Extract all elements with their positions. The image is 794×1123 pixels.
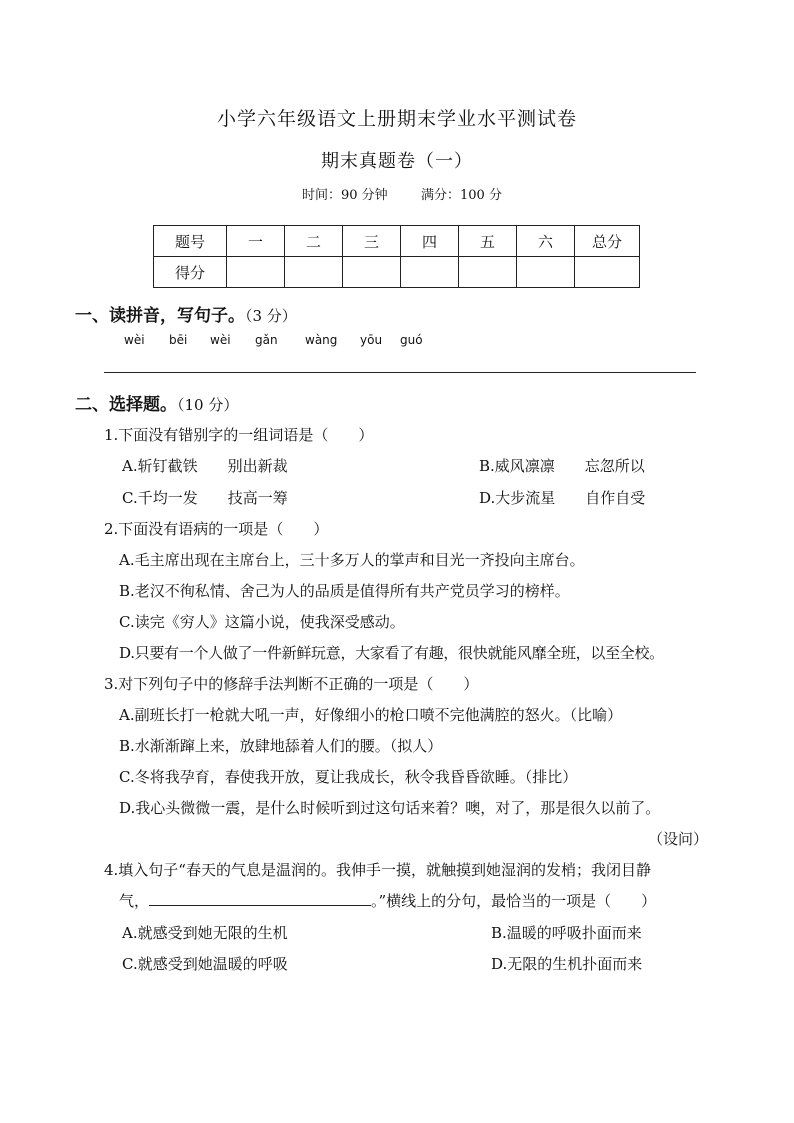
score-input-cell[interactable]: [285, 257, 343, 288]
question-stem: 2.下面没有语病的一项是（ ）: [104, 520, 329, 538]
score-input-cell[interactable]: [343, 257, 401, 288]
pinyin-syllable: yōu: [360, 333, 383, 347]
pinyin-syllable: guó: [400, 333, 423, 347]
score-table-cell: 一: [227, 226, 285, 257]
pinyin-syllable: wàng: [305, 333, 338, 347]
option-b[interactable]: B.威风凛凛 忘忽所以: [479, 457, 645, 475]
page-subtitle: 期末真题卷（一）: [321, 151, 473, 172]
score-table-score-row: [154, 257, 640, 288]
section-heading: [75, 301, 297, 326]
score-input-cell[interactable]: [227, 257, 285, 288]
score-table-cell: 二: [285, 226, 343, 257]
pinyin-syllable: wèi: [210, 333, 231, 347]
score-table-cell: 四: [401, 226, 459, 257]
score-table: [153, 225, 640, 288]
section-heading: [75, 390, 238, 415]
option-d[interactable]: D.大步流星 自作自受: [479, 489, 646, 507]
section-2-title: 二、选择题。: [75, 395, 177, 415]
option-d[interactable]: D.无限的生机扑面而来: [491, 955, 643, 973]
option-c[interactable]: C.冬将我孕育，春使我开放，夏让我成长，秋令我昏昏欲睡。（排比）: [119, 768, 578, 786]
option-a[interactable]: A.副班长打一枪就大吼一声，好像细小的枪口喷不完他满腔的怒火。（比喻）: [119, 706, 623, 724]
score-table-cell: 六: [517, 226, 575, 257]
fill-in-blank[interactable]: [149, 891, 371, 906]
option-a[interactable]: A.斩钉截铁 别出新裁: [122, 457, 288, 475]
option-a[interactable]: A.毛主席出现在主席台上，三十多万人的掌声和目光一齐投向主席台。: [119, 551, 585, 569]
option-d[interactable]: D.我心头微微一震，是什么时候听到过这句话来着？噢，对了，那是很久以前了。: [119, 799, 661, 817]
score-input-cell[interactable]: [517, 257, 575, 288]
exam-time: 时间：90 分钟: [302, 188, 388, 203]
option-b[interactable]: B.温暖的呼吸扑面而来: [491, 924, 642, 942]
question-stem: 3.对下列句子中的修辞手法判断不正确的一项是（ ）: [104, 675, 479, 693]
page-title: 小学六年级语文上册期末学业水平测试卷: [216, 108, 577, 130]
stem-suffix: 。”横线上的分句，最恰当的一项是（ ）: [371, 892, 657, 910]
exam-full-score: 满分：100 分: [421, 188, 502, 203]
option-c[interactable]: C.千均一发 技高一筹: [122, 489, 288, 507]
option-d-annotation: （设问）: [648, 830, 709, 848]
section-1-title: 一、读拼音，写句子。: [75, 306, 245, 326]
score-input-cell[interactable]: [459, 257, 517, 288]
question-stem: 1.下面没有错别字的一组词语是（ ）: [104, 426, 374, 444]
option-c[interactable]: C.就感受到她温暖的呼吸: [122, 955, 288, 973]
option-a[interactable]: A.就感受到她无限的生机: [122, 924, 288, 942]
score-table-cell: 得分: [154, 257, 227, 288]
score-table-header-row: [154, 226, 640, 257]
score-input-cell[interactable]: [575, 257, 640, 288]
score-input-cell[interactable]: [401, 257, 459, 288]
score-table-cell: 三: [343, 226, 401, 257]
pinyin-syllable: bēi: [169, 333, 188, 347]
pinyin-syllable: gǎn: [255, 333, 278, 347]
option-b[interactable]: B.水渐渐蹿上来，放肆地舔着人们的腰。（拟人）: [119, 737, 443, 755]
stem-prefix: 气，: [119, 892, 150, 910]
section-1-points: （3 分）: [245, 307, 297, 325]
answer-writing-line[interactable]: [104, 372, 696, 373]
question-stem: 4.填入句子“春天的气息是温润的。我伸手一摸，就触摸到她湿润的发梢；我闭目静: [104, 861, 651, 879]
option-b[interactable]: B.老汉不徇私情、舍己为人的品质是值得所有共产党员学习的榜样。: [119, 582, 570, 600]
option-c[interactable]: C.读完《穷人》这篇小说，使我深受感动。: [119, 613, 405, 631]
section-2-points: （10 分）: [177, 396, 239, 414]
pinyin-syllable: wèi: [124, 333, 145, 347]
score-table-cell: 总分: [575, 226, 640, 257]
question-stem-continued: [119, 890, 656, 911]
score-table-cell: 题号: [154, 226, 227, 257]
option-d[interactable]: D.只要有一个人做了一件新鲜玩意，大家看了有趣，很快就能风靡全班，以至全校。: [119, 644, 664, 662]
score-table-cell: 五: [459, 226, 517, 257]
